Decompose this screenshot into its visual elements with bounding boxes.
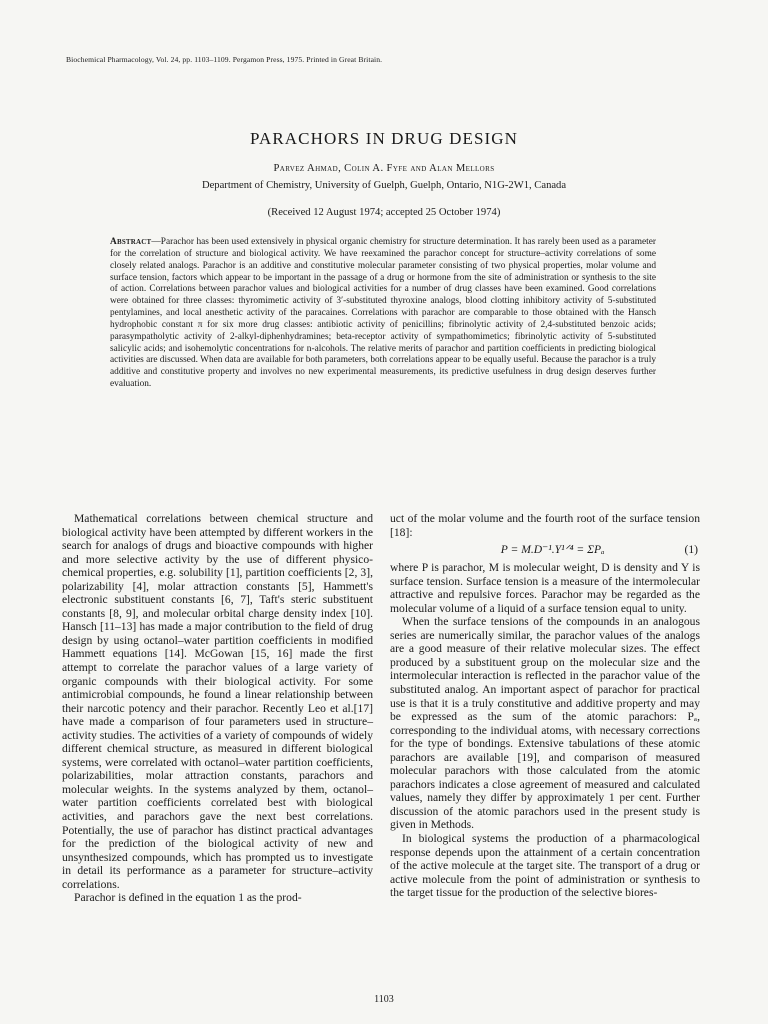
equation-formula: P = M.D⁻¹.Y¹ᐟ⁴ = ΣPₐ (500, 543, 605, 557)
author-list: Parvez Ahmad, Colin A. Fyfe and Alan Mellors (273, 163, 495, 174)
author-affiliation: Department of Chemistry, University of Guelph, Guelph, Ontario, N1G-2W1, Canada (201, 180, 567, 191)
body-paragraph: When the surface tensions of the compounds in an analogous series are numerically similar, the parachor values of the analogs are a good measure of their relative molecular sizes. The effect produced by a substituent group on the molecular size and the intermolecular interaction is reflected in the parachor value of the substituted analog. An important aspect of parachor for practical use is that it is a truly constitutive and additive property and may be expressed as the sum of the atomic parachors: Pₐ, corresponding to the individual atoms, with necessary corrections for the type of bondings. Extensive tabulations of these atomic parachors are available [19], and comparison of measured molecular parachors with those calculated from the atomic parachors indicates a close agreement of measured and calculated values, namely they differ by approximately 1 per cent. Further discussion of the atomic parachors used in the present study is given in Methods. (390, 615, 700, 832)
page-number: 1103 (374, 994, 394, 1005)
body-paragraph: where P is parachor, M is molecular weight, D is density and Y is surface tension. Surface tension is a measure of the intermolecular attractive and repulsive forces. Parachor may be regarded as the molecular volume of a liquid of a surface tension equal to unity. (390, 561, 700, 615)
article-title: PARACHORS IN DRUG DESIGN (249, 129, 519, 149)
equation-1 (390, 539, 700, 561)
abstract-text: —Parachor has been used extensively in physical organic chemistry for structure determination. It has rarely been used as a parameter for the correlation of structure and biological activity. We have reexamined the parachor concept for structure–activity correlations of some closely related analogs. Parachor is an additive and constitutive molecular parameter consisting of two physical properties, molar volume and surface tension, factors which appear to be important in the passage of a drug or hormone from the site of administration or synthesis to the site of action. Correlations between parachor values and biological activities for a number of drug classes have been examined. Good correlations were obtained for three classes: thyromimetic activity of 3′-substituted thyroxine analogs, blood clotting inhibitory activity of 5-substituted pentylamines, and local anesthetic activity of the paracaines. Correlations with parachor are comparable to those obtained with the Hansch hydrophobic constant π for six more drug classes: antibiotic activity of penicillins; fibrinolytic activity of 2,4-substituted benzoic acids; parasympatholytic activity of 2-alkyl-diphenhydramines; beta-receptor activity of sympathomimetics; fibrinolytic activity of 5-substituted salicylic acids; and isohemolytic concentrations for n-alcohols. The relative merits of parachor and partition coefficients in predicting biological activities are discussed. When data are available for both parameters, both correlations appear to be equally useful. Because the parachor is a truly additive and constitutive property and involves no new experimental measurements, its predictive usefulness in drug design deserves further evaluation. (110, 237, 656, 390)
abstract (110, 237, 656, 391)
body-column-right (390, 512, 700, 900)
journal-citation-line: Biochemical Pharmacology, Vol. 24, pp. 1103–1109. Pergamon Press, 1975. Printed in Great Britain. (66, 55, 383, 64)
body-column-left (62, 512, 373, 905)
received-dates: (Received 12 August 1974; accepted 25 October 1974) (267, 207, 501, 218)
equation-number: (1) (684, 543, 698, 557)
abstract-label: Abstract (110, 237, 152, 247)
body-paragraph: Mathematical correlations between chemical structure and biological activity have been attempted by different workers in the search for analogs of drugs and bioactive compounds with higher and more selective activity by the use of different physico-chemical properties, e.g. solubility [1], partition coefficients [2, 3], polarizability [4], molar attraction constants [5], Hammett's electronic substituent constants [6, 7], Taft's steric substituent constants [8, 9], and molecular orbital charge density index [10]. Hansch [11–13] has made a major contribution to the field of drug design by using octanol–water partition coefficients in modified Hammett equations [14]. McGowan [15, 16] made the first attempt to correlate the parachor values of a large variety of organic compounds with their biological activity. For some antimicrobial compounds, he found a linear relationship between their narcotic potency and their parachor. Recently Leo et al.[17] have made a comparison of four parameters used in structure–activity studies. The activities of a variety of compounds of widely different chemical structure, as measured in different biological systems, were correlated with octanol–water partition coefficients, polarizabilities, molar attraction constants, parachors and molecular weights. In the systems analyzed by them, octanol–water partition coefficients correlated best with biological activities, and parachors gave the next best correlations. Potentially, the use of parachor has distinct practical advantages for the prediction of the biological activity of new and unsynthesized compounds, which has prompted us to investigate in detail its performance as a parameter for structure–activity correlations. (62, 512, 373, 891)
body-paragraph: Parachor is defined in the equation 1 as the prod- (74, 891, 302, 905)
body-paragraph: In biological systems the production of a pharmacological response depends upon the attainment of a certain concentration of the active molecule at the target site. The transport of a drug or active molecule from the point of administration or synthesis to the target tissue for the production of the selective biores- (390, 832, 700, 900)
body-paragraph: uct of the molar volume and the fourth root of the surface tension [18]: (390, 512, 700, 539)
